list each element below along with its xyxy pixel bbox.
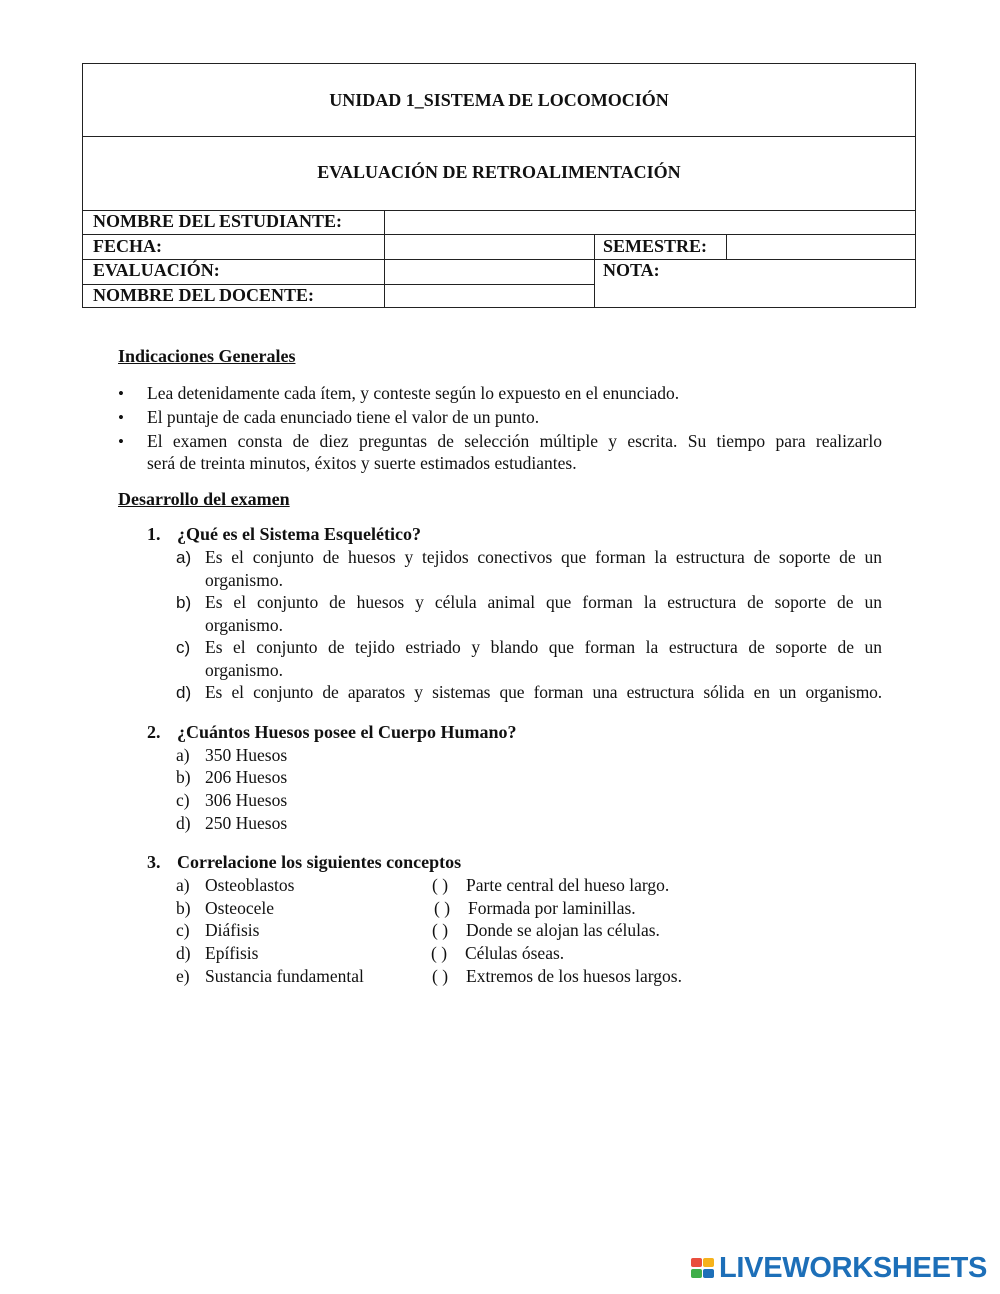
- q3-definition: Células óseas.: [465, 943, 565, 963]
- q3-concept: Sustancia fundamental: [205, 966, 364, 986]
- header-table: [82, 63, 916, 308]
- q3-concept-letter: d): [176, 943, 191, 963]
- q3-definition: Donde se alojan las células.: [466, 920, 660, 940]
- q3-answer-blank[interactable]: ( ): [432, 966, 449, 986]
- liveworksheets-logo-icon: [689, 1254, 715, 1282]
- q1-option-c[interactable]: Es el conjunto de tejido estriado y blando que forman la estructura de soporte de un: [205, 637, 882, 657]
- semester-field[interactable]: [728, 236, 914, 258]
- q1-option-c-continuation: organismo.: [205, 660, 283, 680]
- q1-option-letter: b): [176, 593, 192, 612]
- q3-definition: Formada por laminillas.: [468, 898, 636, 918]
- question-2-number: 2.: [147, 722, 161, 742]
- q1-option-letter: d): [176, 683, 192, 702]
- q3-answer-blank[interactable]: ( ): [432, 875, 449, 895]
- q2-option-b[interactable]: 206 Huesos: [205, 767, 288, 787]
- bullet-dot: •: [118, 408, 124, 427]
- logo-block-red: [691, 1258, 702, 1267]
- instruction-item: Lea detenidamente cada ítem, y conteste según lo expuesto en el enunciado.: [147, 383, 680, 403]
- q3-concept: Diáfisis: [205, 920, 260, 940]
- student-name-label: NOMBRE DEL ESTUDIANTE:: [93, 211, 343, 231]
- question-2-text: ¿Cuántos Huesos posee el Cuerpo Humano?: [177, 722, 517, 742]
- evaluation-field[interactable]: [386, 261, 592, 283]
- teacher-name-field[interactable]: [386, 286, 592, 307]
- q3-definition: Parte central del hueso largo.: [466, 875, 670, 895]
- q3-concept: Epífisis: [205, 943, 259, 963]
- instructions-title: Indicaciones Generales: [118, 346, 296, 366]
- q1-option-d[interactable]: Es el conjunto de aparatos y sistemas que forman una estructura sólida en un organismo.: [205, 682, 882, 702]
- logo-block-yellow: [703, 1258, 714, 1267]
- q3-answer-blank[interactable]: ( ): [431, 943, 448, 963]
- q2-option-letter: c): [176, 790, 190, 810]
- semester-label: SEMESTRE:: [603, 236, 708, 256]
- logo-block-green: [691, 1269, 702, 1278]
- question-3-number: 3.: [147, 852, 161, 872]
- logo-text: LIVEWORKSHEETS: [719, 1251, 988, 1284]
- bullet-dot: •: [118, 384, 124, 403]
- q3-definition: Extremos de los huesos largos.: [466, 966, 682, 986]
- question-3-text: Correlacione los siguientes conceptos: [177, 852, 462, 872]
- question-1-text: ¿Qué es el Sistema Esquelético?: [177, 524, 421, 544]
- grade-label: NOTA:: [603, 260, 660, 280]
- q1-option-a[interactable]: Es el conjunto de huesos y tejidos conectivos que forman la estructura de soporte de un: [205, 547, 882, 567]
- q3-concept: Osteoblastos: [205, 875, 295, 895]
- student-name-field[interactable]: [386, 212, 914, 233]
- question-1-number: 1.: [147, 524, 161, 544]
- q3-answer-blank[interactable]: ( ): [432, 920, 449, 940]
- q3-answer-blank[interactable]: ( ): [434, 898, 451, 918]
- q3-concept-letter: c): [176, 920, 190, 940]
- logo-block-blue: [703, 1269, 714, 1278]
- q2-option-d[interactable]: 250 Huesos: [205, 813, 288, 833]
- q1-option-letter: c): [176, 638, 191, 657]
- q1-option-b[interactable]: Es el conjunto de huesos y célula animal que forman la estructura de soporte de un: [205, 592, 882, 612]
- instruction-item-continuation: será de treinta minutos, éxitos y suerte estimados estudiantes.: [147, 453, 577, 473]
- exam-title: Desarrollo del examen: [118, 489, 290, 509]
- instruction-item: El puntaje de cada enunciado tiene el valor de un punto.: [147, 407, 540, 427]
- evaluation-label: EVALUACIÓN:: [93, 260, 220, 280]
- date-label: FECHA:: [93, 236, 162, 256]
- instruction-item: El examen consta de diez preguntas de selección múltiple y escrita. Su tiempo para realizarlo: [147, 431, 882, 451]
- q3-concept-letter: b): [176, 898, 191, 918]
- q1-option-letter: a): [176, 548, 192, 567]
- q3-concept: Osteocele: [205, 898, 274, 918]
- q2-option-a[interactable]: 350 Huesos: [205, 745, 288, 765]
- q1-option-b-continuation: organismo.: [205, 615, 283, 635]
- q2-option-letter: b): [176, 767, 191, 787]
- teacher-name-label: NOMBRE DEL DOCENTE:: [93, 285, 315, 305]
- bullet-dot: •: [118, 432, 124, 451]
- unit-title: UNIDAD 1_SISTEMA DE LOCOMOCIÓN: [329, 90, 669, 110]
- evaluation-title: EVALUACIÓN DE RETROALIMENTACIÓN: [317, 162, 681, 182]
- q3-concept-letter: a): [176, 875, 190, 895]
- date-field[interactable]: [386, 236, 592, 258]
- q3-concept-letter: e): [176, 966, 190, 986]
- q2-option-letter: a): [176, 745, 190, 765]
- q2-option-letter: d): [176, 813, 191, 833]
- grade-field[interactable]: [596, 284, 914, 307]
- q1-option-a-continuation: organismo.: [205, 570, 283, 590]
- liveworksheets-logo: [689, 1251, 987, 1285]
- q2-option-c[interactable]: 306 Huesos: [205, 790, 288, 810]
